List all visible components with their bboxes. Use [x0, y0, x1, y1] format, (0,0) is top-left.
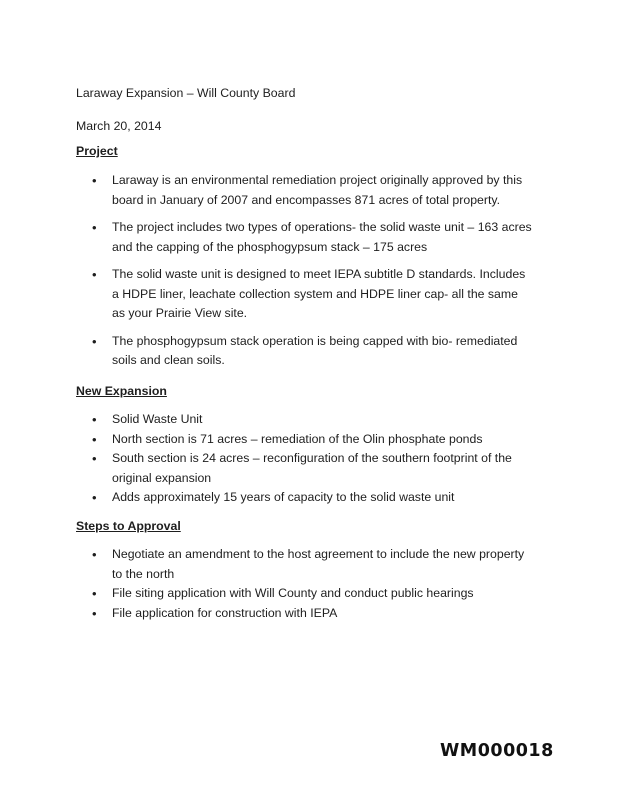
list-item: • Laraway is an environmental remediation project originally approved by this board in January of 2007 and encompasses 871 acres of total property.	[0, 171, 532, 210]
section-heading-project: Project	[76, 144, 118, 158]
expansion-list	[0, 410, 532, 508]
section-heading-steps-to-approval: Steps to Approval	[76, 519, 181, 533]
document-title: Laraway Expansion – Will County Board	[76, 86, 296, 100]
list-item: • Adds approximately 15 years of capacity to the solid waste unit	[0, 488, 532, 508]
list-item: • The solid waste unit is designed to meet IEPA subtitle D standards. Includes a HDPE liner, leachate collection system and HDPE liner cap- all the same as your Prairie View site.	[0, 265, 532, 324]
list-item: • File application for construction with IEPA	[0, 604, 532, 624]
list-item: • Negotiate an amendment to the host agreement to include the new property to the north	[0, 545, 532, 584]
list-item: • South section is 24 acres – reconfiguration of the southern footprint of the original expansion	[0, 449, 532, 488]
list-item: • North section is 71 acres – remediation of the Olin phosphate ponds	[0, 430, 532, 450]
list-item: • Solid Waste Unit	[0, 410, 532, 430]
list-item: • The project includes two types of operations- the solid waste unit – 163 acres and the capping of the phosphogypsum stack – 175 acres	[0, 218, 532, 257]
steps-list	[0, 545, 532, 623]
bates-number-stamp: WM000018	[440, 741, 554, 761]
list-item: • File siting application with Will County and conduct public hearings	[0, 584, 532, 604]
project-list	[0, 171, 532, 371]
document-date: March 20, 2014	[76, 119, 162, 133]
list-item: • The phosphogypsum stack operation is being capped with bio- remediated soils and clean soils.	[0, 332, 532, 371]
section-heading-new-expansion: New Expansion	[76, 384, 167, 398]
